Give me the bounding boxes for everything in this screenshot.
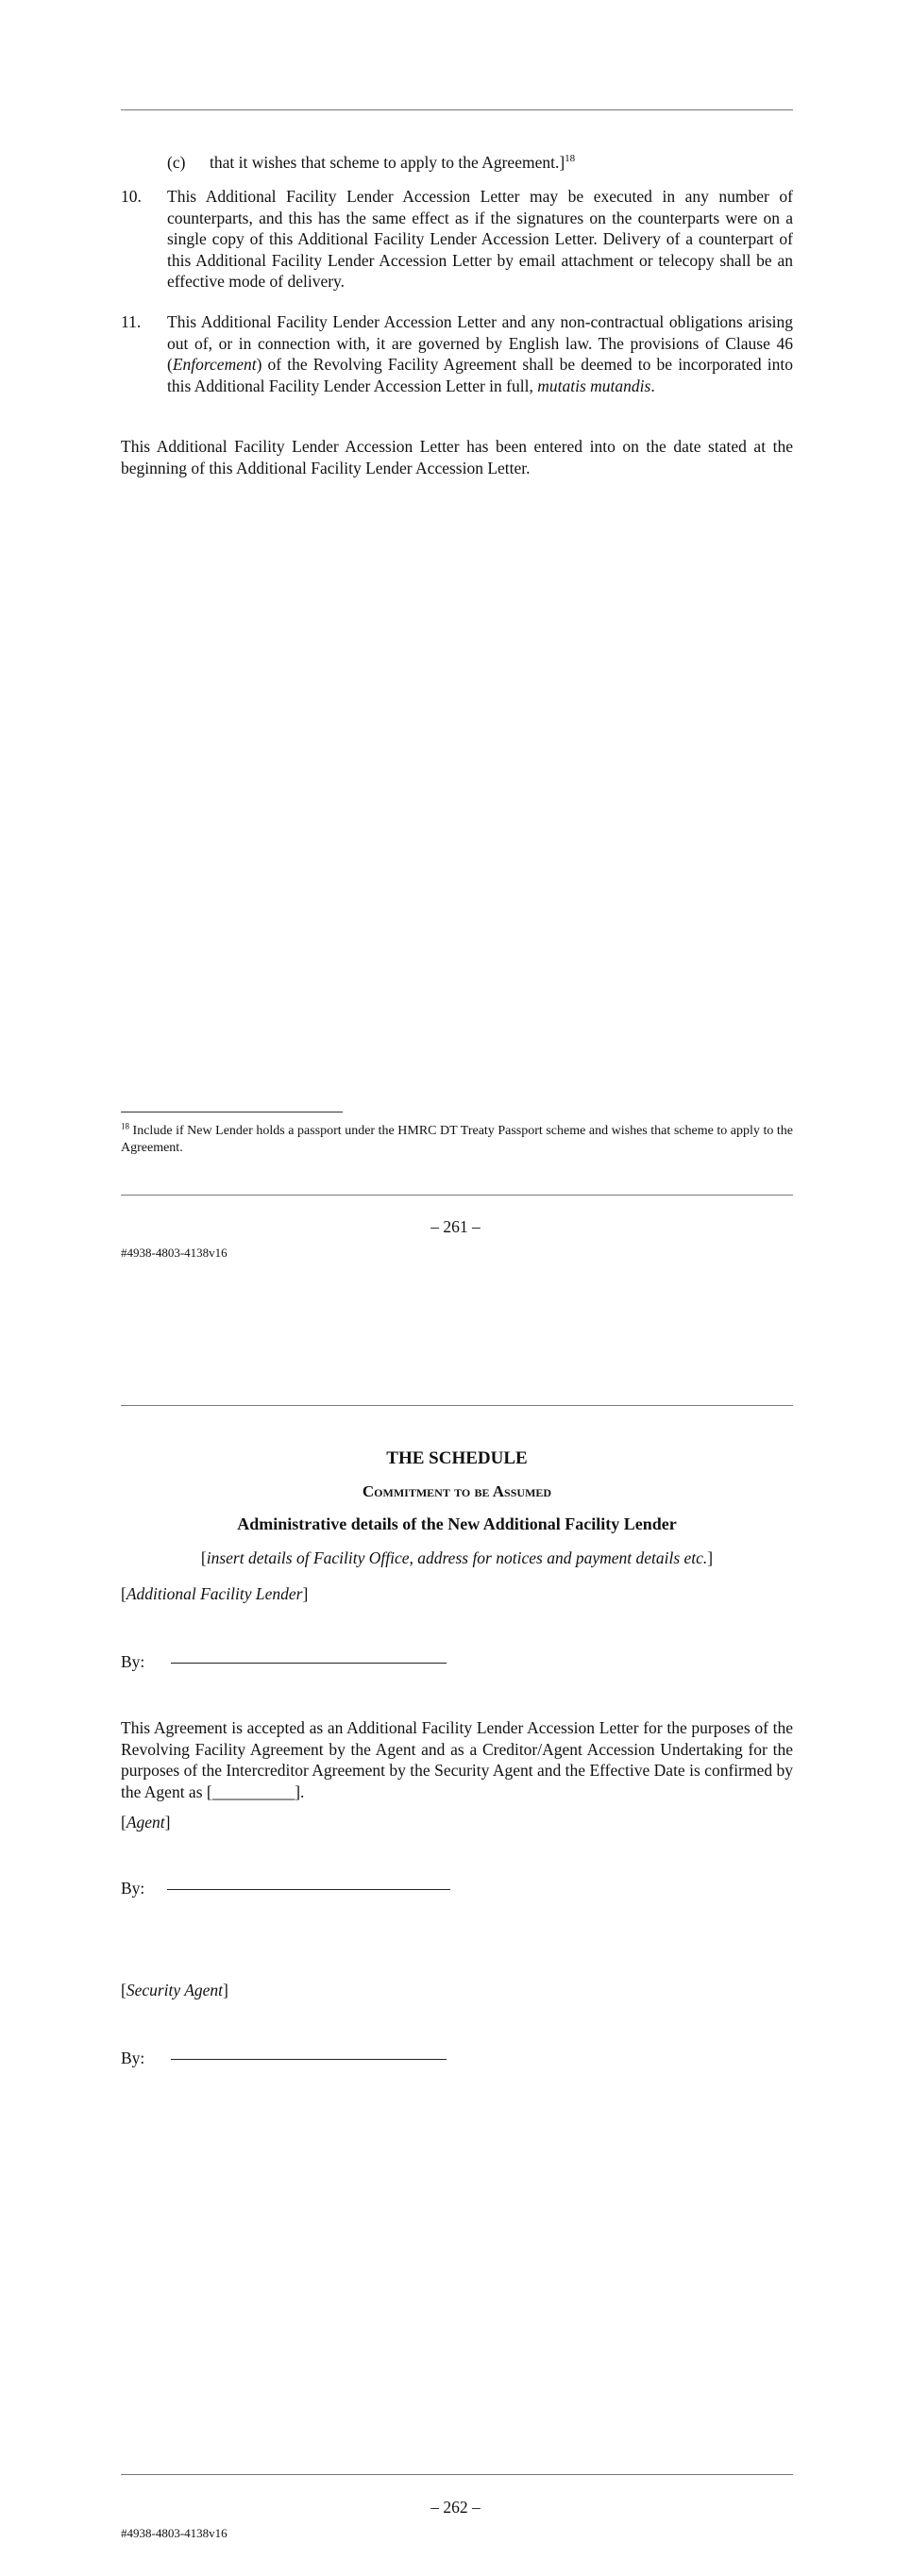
clause-11-part-b: ) of the Revolving Facility Agreement shall be deemed to be incorporated into this Additional Facility Lender Accession Letter in full, xyxy=(167,355,793,395)
footer-rule xyxy=(121,2474,793,2475)
clause-11-number: 11. xyxy=(121,312,142,331)
footnote-text: Include if New Lender holds a passport under the HMRC DT Treaty Passport scheme and wishes that scheme to apply to the Agreement. xyxy=(121,1124,793,1155)
schedule-subtitle: Commitment to be Assumed xyxy=(362,1482,552,1500)
signature-line xyxy=(171,1663,447,1664)
agent-label: [Agent] xyxy=(121,1813,171,1832)
clause-11-enforcement: Enforcement xyxy=(172,355,257,374)
clause-11-mutatis: mutatis mutandis xyxy=(537,376,651,395)
agent-label-text: Agent xyxy=(126,1813,165,1832)
item-c-body: that it wishes that scheme to apply to the Agreement.] xyxy=(210,153,565,172)
signature-line xyxy=(167,1889,450,1890)
signature-lender xyxy=(121,1651,447,1673)
lender-label: [Additional Facility Lender] xyxy=(121,1584,309,1603)
schedule-title: THE SCHEDULE xyxy=(386,1448,528,1468)
signature-security-agent xyxy=(121,2048,447,2069)
closing-paragraph: This Additional Facility Lender Accession Letter has been entered into on the date stated at the beginning of this Additional Facility Lender Accession Letter. xyxy=(121,437,793,477)
by-label: By: xyxy=(121,2049,145,2067)
header-rule xyxy=(121,109,793,110)
doc-reference: #4938-4803-4138v16 xyxy=(121,1246,228,1260)
by-label: By: xyxy=(121,1879,145,1898)
header-rule xyxy=(121,1405,793,1406)
clause-11-part-c: . xyxy=(650,376,655,395)
insert-details-text: insert details of Facility Office, address for notices and payment details etc. xyxy=(206,1548,708,1567)
footnote-18 xyxy=(121,1123,793,1157)
page-number: – 262 – xyxy=(430,2498,481,2517)
by-label: By: xyxy=(121,1652,145,1671)
clause-10-number: 10. xyxy=(121,187,142,206)
signature-line xyxy=(171,2059,447,2060)
footnote-number: 18 xyxy=(121,1121,129,1131)
footnote-ref-18: 18 xyxy=(565,153,576,165)
security-agent-label-text: Security Agent xyxy=(126,1981,224,1999)
lender-label-text: Additional Facility Lender xyxy=(126,1584,303,1603)
admin-heading: Administrative details of the New Additional Facility Lender xyxy=(237,1514,677,1533)
clause-11-text xyxy=(167,311,793,396)
page-number: – 261 – xyxy=(430,1217,481,1236)
doc-reference: #4938-4803-4138v16 xyxy=(121,2526,228,2540)
item-c-text xyxy=(210,152,793,174)
security-agent-label: [Security Agent] xyxy=(121,1981,228,1999)
clause-10-text: This Additional Facility Lender Accession Letter may be executed in any number of counterparts, and this has the same effect as if the signatures on the counterparts were on a single copy of this Additional Facility Lender Accession Letter. Delivery of a counterpart of this Additional Facility Lender Accession Letter by email attachment or telecopy shall be an effective mode of delivery. xyxy=(167,187,793,291)
clause-11-part-a: This Additional Facility Lender Accession Letter and any non-contractual obligations arising out of, or in connection with, it are governed by English law. The provisions of Clause 46 ( xyxy=(167,312,793,374)
footer-rule xyxy=(121,1195,793,1196)
item-c-label: (c) xyxy=(167,153,186,172)
insert-details: [insert details of Facility Office, address for notices and payment details etc.] xyxy=(200,1548,714,1567)
acceptance-paragraph: This Agreement is accepted as an Additional Facility Lender Accession Letter for the purposes of the Revolving Facility Agreement by the Agent and as a Creditor/Agent Accession Undertaking for the purposes of the Intercreditor Agreement by the Security Agent and the Effective Date is confirmed by the Agent as [__________]. xyxy=(121,1718,793,1801)
signature-agent xyxy=(121,1878,450,1899)
